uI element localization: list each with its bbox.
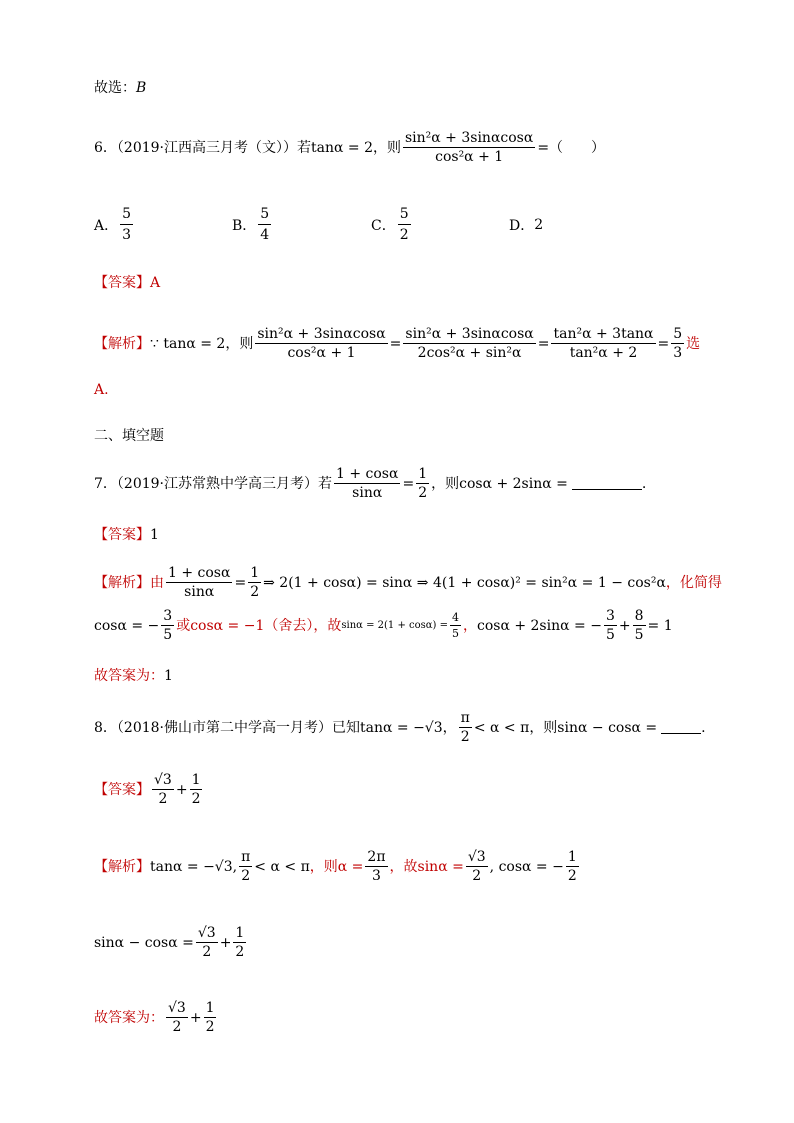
final-plus: + [189, 1009, 202, 1026]
answer-num2: 1 [191, 772, 201, 788]
q6-option-d [509, 215, 543, 235]
q8-condition: tanα = −√3 [360, 719, 443, 736]
q6-option-b [232, 206, 273, 243]
answer-label: 【答案】 [94, 527, 150, 543]
analysis-pre: 由 [150, 574, 164, 591]
option-letter: B． [232, 217, 257, 234]
analysis-label: 【解析】 [94, 858, 150, 875]
q7-half-num: 1 [418, 466, 428, 482]
q6-answer [94, 276, 160, 290]
q8-pi-den: 2 [460, 729, 470, 745]
analysis-so: ，故sinα = [389, 858, 464, 875]
analysis-rest: ⇒ 2(1 + cosα) = sinα ⇒ 4(1 + cosα)² = sin²α = 1 − cos²α [263, 574, 666, 591]
analysis-pre: ∵ tanα = 2，则 [150, 335, 254, 352]
analysis-then: ，则α = [309, 858, 364, 875]
analysis-cos-num: 3 [163, 608, 173, 624]
q8-answer [94, 773, 204, 806]
q7-tail: . [641, 475, 647, 492]
analysis-sin-den: 2 [472, 868, 482, 884]
final-label: 故答案为： [94, 668, 164, 684]
analysis-expr: sinα − cosα = [94, 934, 194, 951]
q7-equals: = [402, 475, 415, 492]
analysis-plus: + [219, 934, 232, 951]
analysis-f2-den: 2cos²α + sin²α [417, 345, 522, 361]
q7-analysis-line-1 [94, 566, 722, 599]
analysis-d1: 2 [202, 944, 212, 960]
option-letter: C． [371, 217, 396, 234]
analysis-frac-den: sinα [184, 584, 215, 600]
analysis-n2: 1 [235, 925, 245, 941]
question-8 [94, 711, 706, 744]
analysis-comma: ， [462, 617, 477, 634]
analysis-n1: 3 [605, 608, 615, 624]
choice-label: 故选： [94, 80, 136, 96]
final-n1: √3 [168, 1000, 186, 1016]
analysis-pi-den: 2 [241, 868, 251, 884]
option-b-den: 4 [260, 227, 270, 243]
answer-label: 【答案】 [94, 275, 150, 291]
q8-analysis-line-2 [94, 926, 248, 959]
q7-prefix: 7．（2019·江苏常熟中学高三月考）若 [94, 475, 332, 492]
q6-analysis-continued [94, 383, 109, 397]
analysis-half-den: 2 [250, 584, 260, 600]
analysis-f4-den: 3 [673, 345, 683, 361]
q7-answer [94, 528, 159, 542]
analysis-mid: 或cosα = −1（舍去），故 [176, 617, 342, 634]
q8-range: < α < π [473, 719, 530, 736]
analysis-half-num: 1 [250, 565, 260, 581]
final-d1: 2 [172, 1019, 182, 1035]
analysis-range: < α < π [254, 858, 310, 875]
answer-value: 1 [150, 527, 159, 543]
analysis-frac-num: 1 + cosα [168, 565, 231, 581]
option-c-num: 5 [398, 206, 411, 225]
analysis-pi-num: π [241, 849, 251, 865]
option-a-den: 3 [122, 227, 132, 243]
analysis-cond: tanα = −√3, [150, 858, 238, 875]
option-d-value: 2 [534, 217, 544, 233]
answer-num1: √3 [154, 772, 172, 788]
q8-then: ，则sinα − cosα = [529, 719, 658, 736]
analysis-small-num: 4 [451, 611, 459, 624]
answer-den1: 2 [158, 791, 168, 807]
analysis-sin-num: √3 [467, 849, 486, 865]
analysis-n2: 8 [634, 608, 644, 624]
analysis-mid: = [234, 574, 247, 591]
analysis-post: ，化简得 [665, 574, 722, 591]
analysis-plus: + [618, 617, 631, 634]
analysis-f3-den: tan²α + 2 [569, 345, 638, 361]
analysis-n1: √3 [197, 925, 216, 941]
q6-prefix: 6．（2019·江西高三月考（文））若 [94, 139, 311, 156]
q7-then: ，则cosα + 2sinα = [431, 475, 568, 492]
option-letter: A． [94, 217, 119, 234]
analysis-d1: 5 [605, 627, 615, 643]
analysis-f2-num: sin²α + 3sinαcosα [405, 326, 534, 342]
analysis-post: 选 [686, 335, 701, 352]
q8-pi-num: π [460, 710, 470, 726]
option-letter: D． [509, 218, 535, 234]
analysis-label: 【解析】 [94, 335, 150, 352]
q6-condition: tanα = 2 [311, 139, 373, 156]
q7-numerator: 1 + cosα [336, 466, 399, 482]
q8-prefix: 8．（2018·佛山市第二中学高一月考）已知 [94, 719, 360, 736]
q6-analysis: 【解析】 ∵ tanα = 2，则 $\frac{\text{sin²α + 3sinαcosα}}{\text{cos²α + 1}}$ = $\frac{\text{sin²α + 3sinαcosα}}{\text{2cos²α + sin²α}}$ = $\frac{\text{tan²α + 3tanα}}{\text{tan²α + 2}}$ = $\frac{5}{3}$ 选 [94, 326, 701, 361]
analysis-alpha-num: 2π [367, 849, 386, 865]
analysis-d2: 5 [634, 627, 644, 643]
analysis-cos-num: 1 [567, 849, 577, 865]
q6-option-a [94, 206, 135, 243]
analysis-small: sinα = 2(1 + cosα) = [341, 619, 448, 631]
q8-tail: . [701, 719, 706, 736]
analysis-f1-den: cos²α + 1 [287, 345, 356, 361]
q8-analysis-line-1 [94, 850, 581, 883]
analysis-end: = 1 [647, 617, 673, 634]
section-title: 二、填空题 [94, 428, 164, 444]
final-n2: 1 [205, 1000, 215, 1016]
q7-half-den: 2 [418, 485, 428, 501]
q8-comma: ， [442, 719, 457, 736]
final-value: 1 [164, 668, 173, 684]
q8-final [94, 1001, 218, 1034]
q6-then: ，则 [372, 139, 401, 156]
q6-numerator: sin²α + 3sinαcosα [404, 130, 534, 146]
analysis-small-den: 5 [451, 627, 459, 640]
analysis-cos: cosα = − [94, 617, 160, 634]
answer-label: 【答案】 [94, 781, 150, 798]
previous-answer-line [94, 81, 146, 95]
analysis-alpha-den: 3 [372, 868, 381, 884]
analysis-cos-den: 2 [567, 868, 577, 884]
q7-answer-blank [572, 477, 642, 490]
q6-tail: =（ ） [537, 139, 606, 156]
option-b-num: 5 [258, 206, 271, 225]
final-d2: 2 [205, 1019, 215, 1035]
question-7 [94, 467, 646, 500]
analysis-f3-num: tan²α + 3tanα [553, 326, 654, 342]
choice-value: B [136, 80, 147, 96]
answer-value: A [150, 275, 161, 291]
q7-denominator: sinα [352, 485, 383, 501]
analysis-label: 【解析】 [94, 574, 150, 591]
answer-plus: + [175, 781, 188, 798]
q7-final [94, 669, 173, 683]
option-c-den: 2 [399, 227, 409, 243]
analysis-cos-den: 5 [163, 627, 173, 643]
answer-den2: 2 [191, 791, 201, 807]
analysis-continued-text: A. [94, 382, 109, 398]
final-label: 故答案为： [94, 1009, 164, 1026]
q8-answer-blank [661, 721, 701, 734]
analysis-f1-num: sin²α + 3sinαcosα [257, 326, 386, 342]
q6-denominator: cos²α + 1 [435, 149, 504, 165]
q7-analysis-line-2 [94, 609, 673, 642]
question-6 [94, 131, 605, 164]
analysis-f4-num: 5 [673, 326, 683, 342]
q6-option-c [371, 206, 413, 243]
analysis-d2: 2 [235, 944, 245, 960]
analysis-eq: cosα + 2sinα = − [476, 617, 602, 634]
section-heading [94, 429, 164, 443]
option-a-num: 5 [120, 206, 133, 225]
analysis-cos: , cosα = − [489, 858, 564, 875]
q6-fraction [403, 131, 535, 164]
